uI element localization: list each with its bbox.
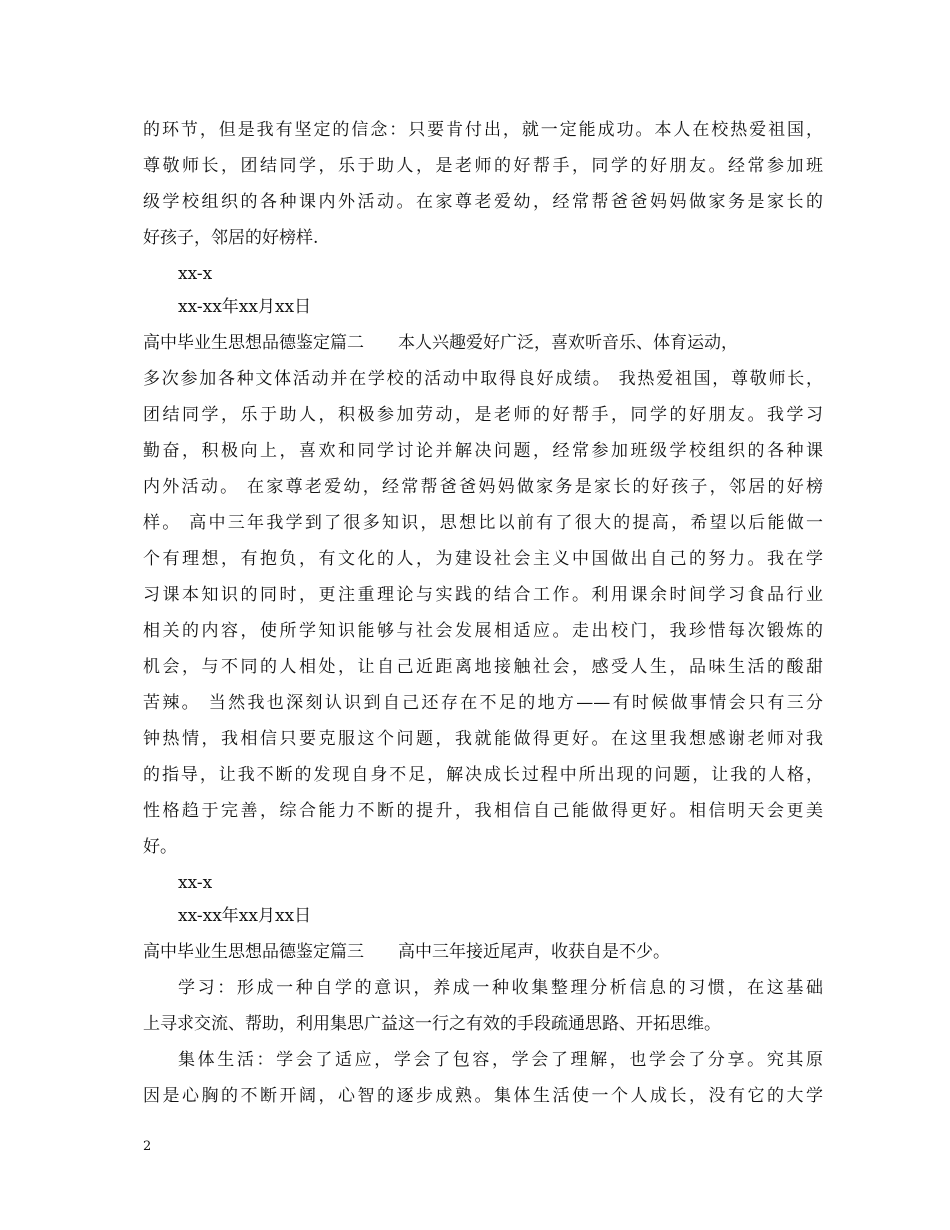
text-line: 机会，与不同的人相处，让自己近距离地接触社会，感受人生，品味生活的酸甜	[143, 657, 823, 677]
text-line: 多次参加各种文体活动并在学校的活动中取得良好成绩。 我热爱祖国，尊敬师长，	[143, 369, 823, 389]
signature-name: xx-x	[178, 873, 213, 893]
text-line: 样。 高中三年我学到了很多知识，思想比以前有了很大的提高，希望以后能做一	[143, 513, 823, 533]
text-line: 的环节，但是我有坚定的信念：只要肯付出，就一定能成功。本人在校热爱祖国，	[143, 120, 823, 140]
text-line: 个有理想，有抱负，有文化的人，为建设社会主义中国做出自己的努力。我在学	[143, 549, 823, 569]
signature-date: xx-xx年xx月xx日	[178, 297, 312, 317]
text-line: 性格趋于完善，综合能力不断的提升，我相信自己能做得更好。相信明天会更美	[143, 801, 823, 821]
text-line: 好。	[143, 837, 177, 857]
text-line: 钟热情，我相信只要克服这个问题，我就能做得更好。在这里我想感谢老师对我	[143, 729, 823, 749]
text-line: 学习：形成一种自学的意识，养成一种收集整理分析信息的习惯，在这基础	[178, 978, 823, 998]
text-line: 勤奋，积极向上，喜欢和同学讨论并解决问题，经常参加班级学校组织的各种课	[143, 441, 823, 461]
page-number: 2	[143, 1139, 152, 1154]
text-line: 尊敬师长，团结同学，乐于助人，是老师的好帮手，同学的好朋友。经常参加班	[143, 156, 823, 176]
section-heading-line: 高中毕业生思想品德鉴定篇二 本人兴趣爱好广泛，喜欢听音乐、体育运动，	[143, 333, 738, 353]
text-line: 好孩子，邻居的好榜样.	[143, 228, 319, 248]
text-line: 上寻求交流、帮助，利用集思广益这一行之有效的手段疏通思路、开拓思维。	[143, 1014, 721, 1034]
signature-name: xx-x	[178, 264, 213, 284]
text-line: 因是心胸的不断开阔，心智的逐步成熟。集体生活使一个人成长，没有它的大学	[143, 1086, 823, 1106]
text-line: 的指导，让我不断的发现自身不足，解决成长过程中所出现的问题，让我的人格，	[143, 765, 823, 785]
section-heading-line: 高中毕业生思想品德鉴定篇三 高中三年接近尾声，收获自是不少。	[143, 942, 670, 962]
text-line: 级学校组织的各种课内外活动。在家尊老爱幼，经常帮爸爸妈妈做家务是家长的	[143, 192, 823, 212]
text-line: 集体生活：学会了适应，学会了包容，学会了理解，也学会了分享。究其原	[178, 1050, 823, 1070]
text-line: 团结同学，乐于助人，积极参加劳动，是老师的好帮手，同学的好朋友。我学习	[143, 405, 823, 425]
signature-date: xx-xx年xx月xx日	[178, 906, 312, 926]
text-line: 内外活动。 在家尊老爱幼，经常帮爸爸妈妈做家务是家长的好孩子，邻居的好榜	[143, 477, 823, 497]
text-line: 习课本知识的同时，更注重理论与实践的结合工作。利用课余时间学习食品行业	[143, 585, 823, 605]
text-line: 苦辣。 当然我也深刻认识到自己还存在不足的地方——有时候做事情会只有三分	[143, 693, 823, 713]
text-line: 相关的内容，使所学知识能够与社会发展相适应。走出校门，我珍惜每次锻炼的	[143, 621, 823, 641]
